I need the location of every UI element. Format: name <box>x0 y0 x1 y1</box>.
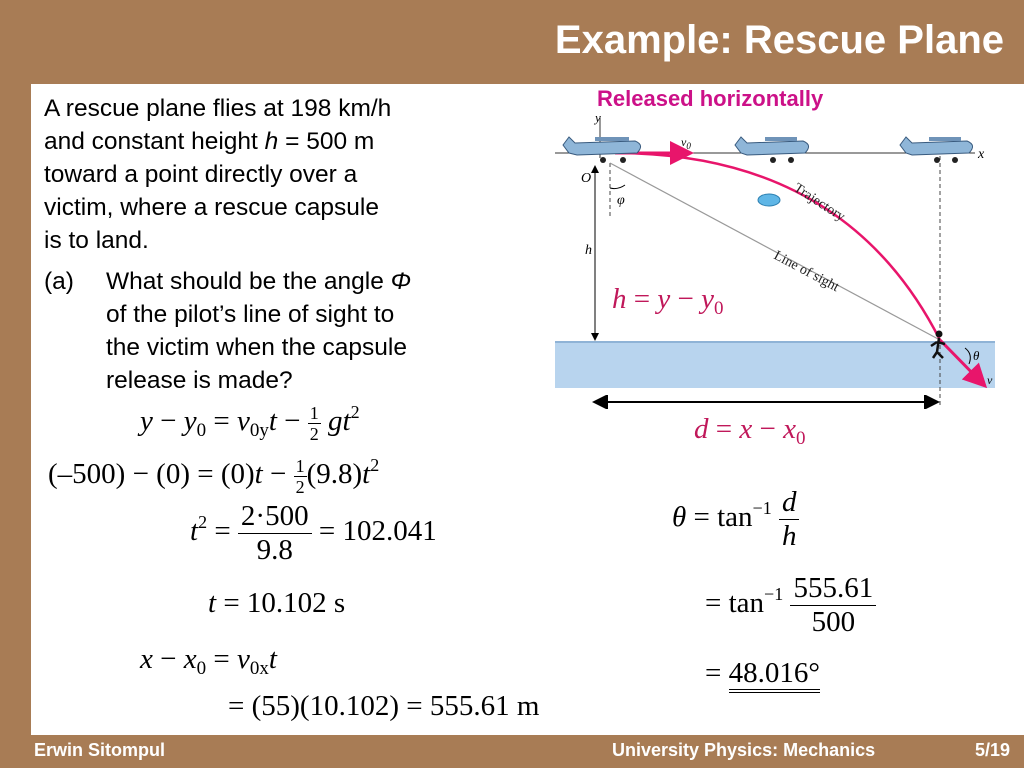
equation-5 <box>140 643 277 680</box>
d-eq-lhs: d <box>694 413 709 445</box>
theta2-num: 555.61 <box>790 572 876 606</box>
question-text <box>106 265 411 397</box>
eq2-t: t <box>254 458 263 490</box>
problem-line-2 <box>44 125 539 158</box>
eq2-half-den: 2 <box>295 476 305 497</box>
eq4-t: t <box>208 587 217 619</box>
footer-author: Erwin Sitompul <box>34 740 166 760</box>
d-equation <box>694 413 805 450</box>
h-eq-y0-sub: 0 <box>713 298 724 319</box>
d-dimension-arrow <box>590 395 950 409</box>
theta-equation-3 <box>705 657 820 690</box>
eq1-gt: gt <box>328 405 351 437</box>
question-line-1-text: What should be the angle <box>106 268 391 295</box>
question-line-2: of the pilot’s line of sight to <box>106 301 395 328</box>
equation-3 <box>190 500 437 567</box>
eq5-v: v <box>236 643 250 675</box>
footer-page-number: 5/19 <box>975 740 1011 760</box>
eq1-t: t <box>268 405 277 437</box>
d-eq-x: x <box>739 413 753 445</box>
eq2-power: 2 <box>370 455 380 475</box>
theta2-fraction <box>790 572 876 639</box>
h-eq-y0: y <box>701 283 714 315</box>
eq1-v: v <box>236 405 250 437</box>
problem-line-3: toward a point directly over a <box>44 161 358 188</box>
d-eq-x0-sub: 0 <box>795 428 806 449</box>
eq3-result: = 102.041 <box>311 515 437 548</box>
eq5-x0: x <box>183 643 197 675</box>
theta1-inverse: −1 <box>752 498 772 519</box>
d-eq-x0: x <box>783 413 796 445</box>
h-eq-minus: − <box>670 283 702 315</box>
eq3-equals: = <box>207 515 238 548</box>
eq2-minus: − <box>262 458 294 490</box>
question-line-4: release is made? <box>106 367 293 394</box>
v0-label: $v_0$ <box>681 135 691 151</box>
theta3-equals: = <box>705 657 729 689</box>
eq2-gravity: (9.8) <box>306 458 363 490</box>
eq3-power: 2 <box>198 512 208 533</box>
eq1-half-num: 1 <box>309 402 319 423</box>
theta1-den: h <box>781 520 797 552</box>
theta2-inverse: −1 <box>764 584 784 605</box>
d-eq-minus: − <box>752 413 784 445</box>
plane-icon-end <box>900 137 973 163</box>
theta2-tan: = tan <box>705 587 765 620</box>
theta-equation-2 <box>705 572 876 639</box>
capsule-icon <box>758 194 780 206</box>
equation-6 <box>228 690 539 723</box>
height-symbol: h <box>264 128 279 155</box>
problem-line-2-text: and constant height <box>44 128 265 155</box>
eq5-x0-sub: 0 <box>196 658 207 679</box>
line-of-sight-label: Line of sight <box>771 248 842 296</box>
eq5-v-sub: 0x <box>249 658 269 679</box>
eq4-result: = 10.102 s <box>216 587 346 619</box>
trajectory-label: Trajectory <box>790 180 848 225</box>
eq1-y0: y <box>183 405 197 437</box>
h-eq-lhs: h <box>612 283 627 315</box>
eq1-minus: − <box>152 405 184 437</box>
footer-course: University Physics: Mechanics <box>612 740 876 760</box>
theta-result: 48.016° <box>729 657 820 693</box>
eq1-power: 2 <box>350 402 360 422</box>
phi-arc <box>610 185 625 189</box>
problem-line-5: is to land. <box>44 227 149 254</box>
eq5-equals: = <box>206 643 237 675</box>
slide-title: Example: Rescue Plane <box>554 18 1004 62</box>
released-annotation: Released horizontally <box>597 86 824 111</box>
eq3-fraction <box>238 500 312 567</box>
h-eq-y: y <box>657 283 671 315</box>
height-label: h <box>585 243 592 258</box>
eq5-minus: − <box>152 643 184 675</box>
eq3-num: 2·500 <box>238 500 312 534</box>
question-label: (a) <box>44 268 74 295</box>
eq5-t: t <box>268 643 277 675</box>
theta-equation-1 <box>672 486 799 553</box>
equation-1 <box>140 402 360 444</box>
eq6-result: = (55)(10.102) = 555.61 m <box>228 690 540 722</box>
height-value: = 500 m <box>278 128 375 155</box>
plane-icon-start <box>563 137 641 163</box>
problem-line-1: A rescue plane flies at 198 km/h <box>44 95 392 122</box>
eq1-y0-sub: 0 <box>196 420 207 441</box>
h-eq-equals: = <box>626 283 658 315</box>
x-axis-label: x <box>978 147 985 162</box>
eq1-half <box>308 403 321 444</box>
eq1-half-den: 2 <box>309 423 319 444</box>
eq2-half-num: 1 <box>295 455 305 476</box>
d-eq-equals: = <box>708 413 740 445</box>
problem-line-4: victim, where a rescue capsule <box>44 194 379 221</box>
trajectory-figure <box>555 108 995 408</box>
eq2-half <box>294 456 307 497</box>
eq2-left: (–500) − (0) = (0) <box>48 458 255 490</box>
eq1-y: y <box>140 405 153 437</box>
eq1-v-sub: 0y <box>249 420 269 441</box>
theta1-num: d <box>779 486 800 520</box>
h-equation <box>612 283 723 320</box>
eq3-den: 9.8 <box>256 534 293 566</box>
theta1-tan: = tan <box>686 501 753 534</box>
eq1-equals: = <box>206 405 237 437</box>
eq2-t2: t <box>362 458 371 490</box>
theta1-theta: θ <box>672 501 687 534</box>
phi-symbol: Φ <box>390 268 412 295</box>
theta2-den: 500 <box>811 606 856 638</box>
eq1-minus-2: − <box>276 405 308 437</box>
sea <box>555 342 995 388</box>
eq3-t: t <box>190 515 199 548</box>
origin-label: O <box>581 171 592 186</box>
equation-2 <box>48 455 379 497</box>
eq5-x: x <box>140 643 153 675</box>
theta-label: θ <box>973 348 980 363</box>
v-label: v <box>987 373 993 387</box>
y-axis-label: y <box>595 110 601 125</box>
plane-icon-middle <box>735 137 809 163</box>
question-line-3: the victim when the capsule <box>106 334 407 361</box>
theta1-fraction <box>779 486 800 553</box>
problem-statement <box>44 92 539 257</box>
equation-4 <box>208 587 345 620</box>
question-line-1 <box>106 265 411 298</box>
phi-label: φ <box>617 193 625 208</box>
